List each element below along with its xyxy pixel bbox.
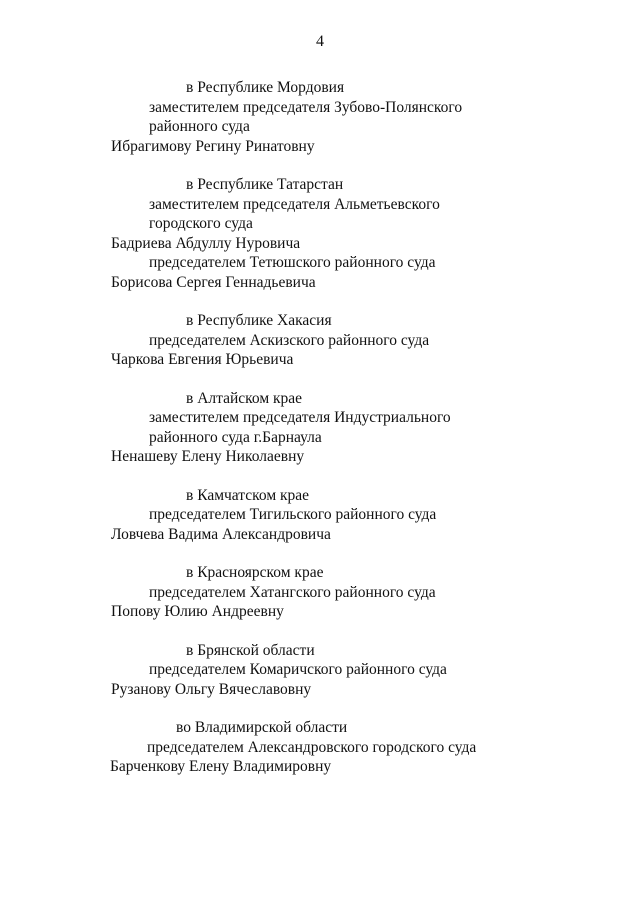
region-heading: в Брянской области [186,641,315,659]
position-line: председателем Тигильского районного суда [149,506,437,523]
position-line: районного суда г.Барнаула [149,428,322,446]
position-line: заместителем председателя Альметьевского [149,195,440,213]
region-section [0,389,640,467]
region-section [0,78,640,156]
region-section [0,641,640,700]
person-name: Ненашеву Елену Николаевну [111,448,305,465]
page-number: 4 [316,33,324,50]
region-heading: в Камчатском крае [186,486,310,504]
person-name: Ибрагимову Регину Ринатовну [111,137,315,155]
position-line: районного суда [149,118,250,135]
position-line: председателем Александровского городского суда [147,738,477,756]
position-line: городского суда [149,215,253,232]
person-name: Ловчева Вадима Александровича [111,525,331,543]
region-heading: в Республике Мордовия [186,79,345,96]
position-line: председателем Хатангского районного суда [149,583,436,601]
appointments-list [0,78,640,796]
person-name: Рузанову Ольгу Вячеславовну [111,680,312,698]
region-heading: в Республике Хакасия [186,312,332,329]
person-name: Чаркова Евгения Юрьевича [111,351,294,368]
region-section [0,563,640,622]
position-line: заместителем председателя Индустриального [149,409,451,426]
person-name: Попову Юлию Андреевну [111,603,284,620]
region-heading: в Красноярском крае [186,564,324,581]
region-heading: во Владимирской области [176,719,348,736]
region-heading: в Республике Татарстан [186,176,344,193]
position-line: председателем Комаричского районного суда [149,661,447,678]
region-section [0,718,640,777]
person-name: Барченкову Елену Владимировну [110,758,332,775]
region-section [0,311,640,370]
position-line: председателем Аскизского районного суда [149,331,430,349]
person-name: Борисова Сергея Геннадьевича [111,273,316,291]
position-line: председателем Тетюшского районного суда [149,254,436,271]
region-heading: в Алтайском крае [186,389,303,407]
position-line: заместителем председателя Зубово-Полянского [149,98,463,116]
region-section [0,175,640,292]
region-section [0,486,640,545]
person-name: Бадриева Абдуллу Нуровича [111,234,301,252]
